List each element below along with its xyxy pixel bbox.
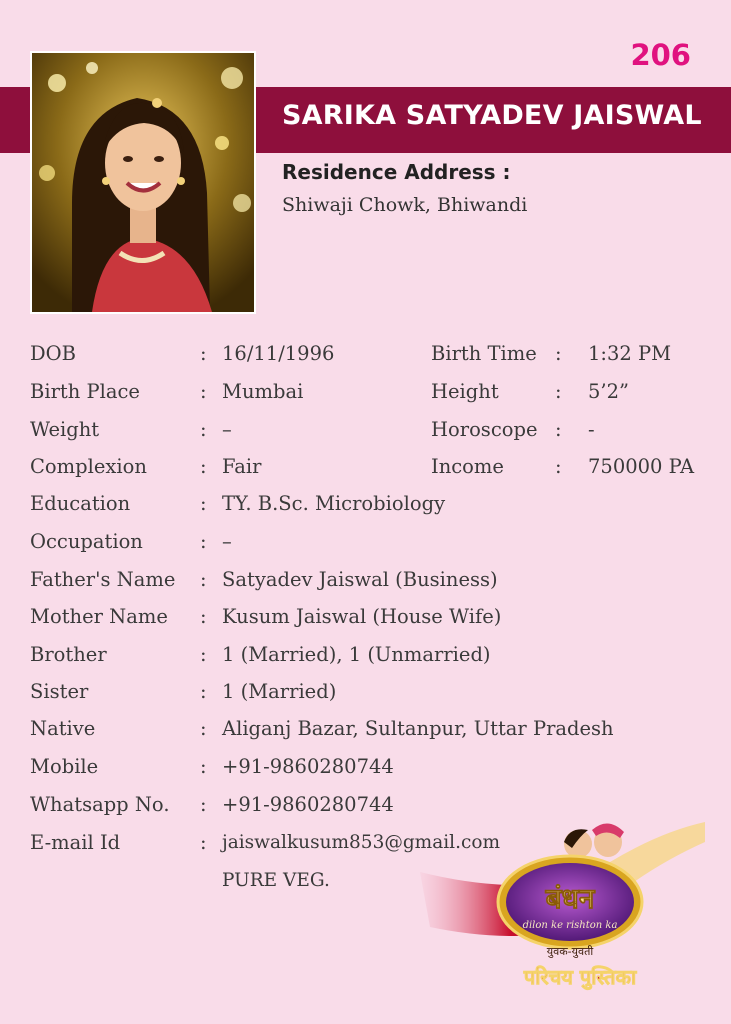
svg-text:परिचय पुस्तिका: परिचय पुस्तिका — [523, 965, 637, 989]
field-separator: : — [200, 680, 207, 703]
field-separator: : — [200, 831, 207, 854]
weight-label: Weight — [30, 418, 100, 441]
field-separator: : — [555, 455, 562, 478]
birth-time-value: 1:32 PM — [588, 342, 672, 365]
complexion-label: Complexion — [30, 455, 147, 478]
birth-place-value: Mumbai — [222, 380, 304, 403]
field-separator: : — [200, 380, 207, 403]
brother-label: Brother — [30, 643, 107, 666]
field-separator: : — [200, 492, 207, 515]
bandhan-logo — [420, 822, 710, 997]
field-separator: : — [200, 455, 207, 478]
income-label: Income — [431, 455, 504, 478]
field-separator: : — [200, 717, 207, 740]
residence-address-label: Residence Address : — [282, 160, 511, 184]
svg-text:बंधन: बंधन — [545, 882, 595, 915]
height-value: 5’2” — [588, 380, 629, 403]
fathers-name-label: Father's Name — [30, 568, 176, 591]
page-number: 206 — [630, 38, 691, 72]
height-label: Height — [431, 380, 499, 403]
email-label: E-mail Id — [30, 831, 121, 854]
education-value: TY. B.Sc. Microbiology — [222, 492, 446, 515]
diet-note: PURE VEG. — [222, 870, 330, 891]
sister-label: Sister — [30, 680, 89, 703]
mobile-value[interactable]: +91-9860280744 — [222, 755, 394, 778]
residence-address-value: Shiwaji Chowk, Bhiwandi — [282, 194, 528, 216]
income-value: 750000 PA — [588, 455, 695, 478]
complexion-value: Fair — [222, 455, 262, 478]
field-separator: : — [200, 418, 207, 441]
native-value: Aliganj Bazar, Sultanpur, Uttar Pradesh — [222, 717, 614, 740]
weight-value: – — [222, 418, 232, 441]
brother-value: 1 (Married), 1 (Unmarried) — [222, 643, 491, 666]
birth-time-label: Birth Time — [431, 342, 537, 365]
mother-name-label: Mother Name — [30, 605, 168, 628]
dob-value: 16/11/1996 — [222, 342, 335, 365]
field-separator: : — [200, 342, 207, 365]
mobile-label: Mobile — [30, 755, 99, 778]
portrait-image — [32, 53, 254, 312]
birth-place-label: Birth Place — [30, 380, 140, 403]
profile-name: SARIKA SATYADEV JAISWAL — [282, 100, 702, 131]
occupation-value: – — [222, 530, 232, 553]
fathers-name-value: Satyadev Jaiswal (Business) — [222, 568, 498, 591]
whatsapp-label: Whatsapp No. — [30, 793, 170, 816]
horoscope-label: Horoscope — [431, 418, 538, 441]
field-separator: : — [200, 568, 207, 591]
field-separator: : — [200, 793, 207, 816]
field-separator: : — [200, 755, 207, 778]
native-label: Native — [30, 717, 96, 740]
profile-photo — [30, 51, 256, 314]
sister-value: 1 (Married) — [222, 680, 337, 703]
field-separator: : — [555, 380, 562, 403]
dob-label: DOB — [30, 342, 76, 365]
whatsapp-value[interactable]: +91-9860280744 — [222, 793, 394, 816]
logo-graphic — [420, 822, 710, 997]
mother-name-value: Kusum Jaiswal (House Wife) — [222, 605, 502, 628]
horoscope-value: - — [588, 418, 595, 441]
occupation-label: Occupation — [30, 530, 143, 553]
education-label: Education — [30, 492, 131, 515]
field-separator: : — [200, 643, 207, 666]
field-separator: : — [200, 605, 207, 628]
field-separator: : — [200, 530, 207, 553]
svg-text:युवक-युवती: युवक-युवती — [546, 945, 594, 958]
field-separator: : — [555, 418, 562, 441]
field-separator: : — [555, 342, 562, 365]
email-value[interactable]: jaiswalkusum853@gmail.com — [222, 832, 501, 853]
svg-text:dilon ke rishton ka: dilon ke rishton ka — [522, 920, 618, 931]
